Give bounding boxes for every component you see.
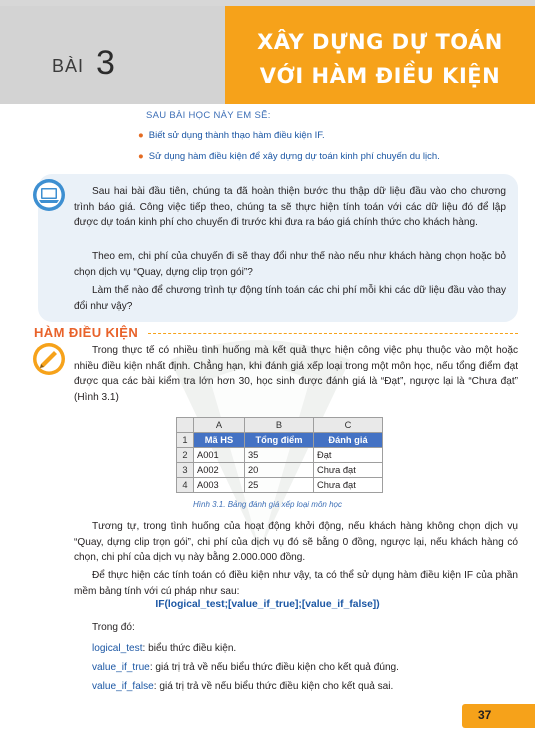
table-header-cell: Tổng điểm	[245, 433, 314, 448]
objectives-heading: SAU BÀI HỌC NÀY EM SẼ:	[146, 110, 271, 121]
intro-paragraph: Làm thế nào để chương trình tự động tính toán các chi phí mỗi khi các dữ liệu đầu vào thay đổi như vậy?	[74, 285, 506, 312]
objective-item: ● Sử dụng hàm điều kiện để xây dựng dự toán kinh phí chuyến du lịch.	[138, 151, 440, 162]
column-header: C	[314, 418, 383, 433]
bullet-icon: ●	[138, 130, 144, 141]
table-cell: Chưa đạt	[314, 478, 383, 493]
pencil-book-icon	[32, 342, 66, 376]
objective-item: ● Biết sử dụng thành thạo hàm điều kiện IF.	[138, 130, 325, 141]
lesson-label: BÀI	[52, 56, 85, 76]
lesson-number: 3	[96, 44, 115, 82]
body-paragraph: Trong thực tế có nhiều tình huống mà kết quả thực hiện công việc phụ thuộc vào một hoặc nhiều điều kiện nhất định. Chẳng hạn, khi đánh giá xếp loại trong một môn học, nếu tổng điểm đạt được qua các bài kiểm tra lớn hơn 30, học sinh được đánh giá là “Đạt”, ngược lại là “Chưa đạt” (Hình 3.1)	[74, 345, 518, 403]
table-header-cell: Mã HS	[194, 433, 245, 448]
if-syntax-formula: IF(logical_test;[value_if_true];[value_if_false])	[155, 599, 380, 610]
column-header: B	[245, 418, 314, 433]
spreadsheet-figure	[176, 417, 383, 493]
column-header: A	[194, 418, 245, 433]
parameter-description: : giá trị trả về nếu biểu thức điều kiện cho kết quả sai.	[153, 681, 394, 692]
parameter-name: logical_test	[92, 643, 143, 654]
parameter-item	[92, 641, 512, 657]
table-cell: Chưa đạt	[314, 463, 383, 478]
page-number: 37	[478, 708, 492, 722]
table-cell: 35	[245, 448, 314, 463]
row-number: 4	[177, 478, 194, 493]
parameter-item	[92, 679, 512, 695]
title-band	[225, 6, 535, 104]
laptop-icon	[32, 178, 66, 212]
lesson-title-line2: VỚI HÀM ĐIỀU KIỆN	[259, 64, 501, 88]
intro-paragraph: Theo em, chi phí của chuyến đi sẽ thay đổi như thế nào nếu như khách hàng chọn hoặc bỏ chọn dịch vụ “Quay, dựng clip trọn gói”?	[74, 251, 506, 278]
table-row	[177, 478, 383, 493]
table-row	[177, 433, 383, 448]
where-label: Trong đó:	[92, 622, 135, 633]
parameter-description: : giá trị trả về nếu biểu thức điều kiện cho kết quả đúng.	[149, 662, 399, 673]
lesson-title-line1: XÂY DỰNG DỰ TOÁN	[257, 30, 503, 54]
parameter-description: : biểu thức điều kiện.	[142, 643, 237, 654]
bullet-icon: ●	[138, 151, 144, 162]
intro-paragraph: Sau hai bài đầu tiên, chúng ta đã hoàn thiện bước thu thập dữ liệu đầu vào cho chương trình báo giá. Công việc tiếp theo, chúng ta sẽ thực hiện tính toán với các dữ liệu đó để lập được dự toán kinh phí cho chuyến đi trước khi đưa ra báo giá chính thức cho khách hàng.	[74, 186, 506, 229]
table-cell: A001	[194, 448, 245, 463]
row-number: 2	[177, 448, 194, 463]
table-cell: 20	[245, 463, 314, 478]
section-title: HÀM ĐIỀU KIỆN	[34, 325, 139, 340]
body-paragraph: Tương tự, trong tình huống của hoạt động khởi động, nếu khách hàng không chọn dịch vụ “Quay, dựng clip trọn gói”, chi phí của dịch vụ đó sẽ bằng 0 đồng, ngược lại, nếu khách hàng có chọn, chi phí của dịch vụ này bằng 2.000.000 đồng.	[74, 521, 518, 564]
table-cell: Đạt	[314, 448, 383, 463]
parameter-name: value_if_true	[92, 662, 150, 673]
parameter-name: value_if_false	[92, 681, 154, 692]
table-cell: A003	[194, 478, 245, 493]
table-header-cell: Đánh giá	[314, 433, 383, 448]
table-row	[177, 448, 383, 463]
section-divider	[148, 333, 518, 334]
table-cell: 25	[245, 478, 314, 493]
page-number-tab	[462, 704, 535, 728]
figure-caption: Hình 3.1. Bảng đánh giá xếp loại môn học	[193, 500, 342, 509]
body-paragraph: Để thực hiện các tính toán có điều kiện như vậy, ta có thể sử dụng hàm điều kiện IF của phần mềm bảng tính với cú pháp như sau:	[74, 570, 518, 597]
table-cell: A002	[194, 463, 245, 478]
row-number: 3	[177, 463, 194, 478]
parameter-item	[92, 660, 512, 676]
table-row	[177, 463, 383, 478]
column-header-row	[177, 418, 383, 433]
row-number: 1	[177, 433, 194, 448]
